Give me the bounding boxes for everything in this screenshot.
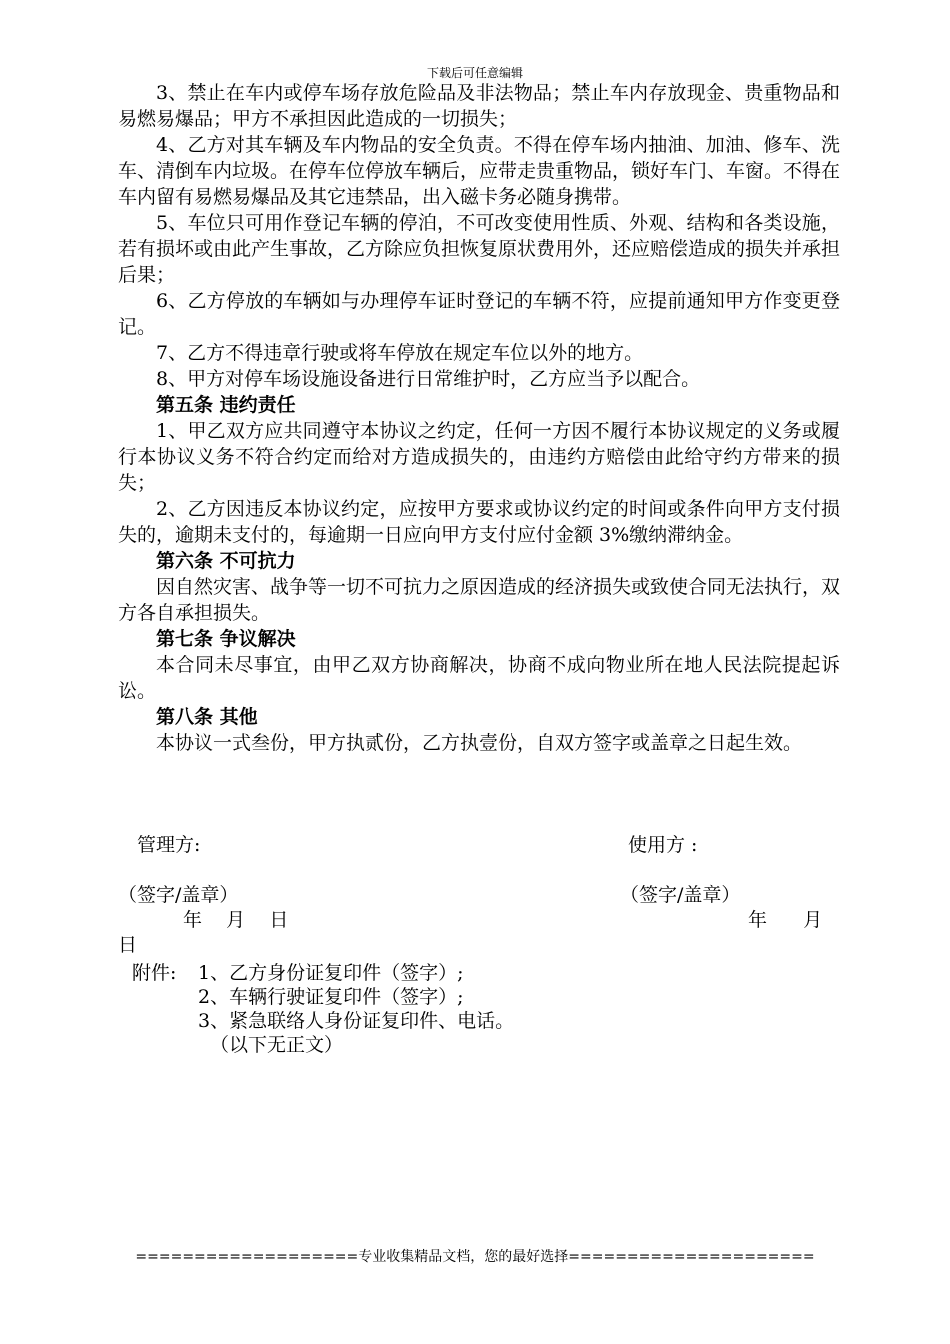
- manager-sign-note: （签字/盖章）: [118, 884, 239, 906]
- article-5-item-1: 1、甲乙双方应共同遵守本协议之约定，任何一方因不履行本协议规定的义务或履行本协议义务不符合约定而给对方造成损失的，由违约方赔偿由此给守约方带来的损失；: [118, 420, 840, 494]
- attachment-item-1: 1、乙方身份证复印件（签字）;: [198, 962, 464, 984]
- footer-banner: ===================专业收集精品文档，您的最好选择=====================: [135, 1249, 815, 1265]
- clause-6: 6、乙方停放的车辆如与办理停车证时登记的车辆不符，应提前通知甲方作变更登记。: [118, 290, 840, 338]
- article-7-heading: 第七条 争议解决: [156, 628, 296, 650]
- header-note: 下载后可任意编辑: [426, 66, 523, 80]
- clause-7: 7、乙方不得违章行驶或将车停放在规定车位以外的地方。: [156, 342, 644, 364]
- article-8-text: 本协议一式叁份，甲方执贰份，乙方执壹份，自双方签字或盖章之日起生效。: [156, 732, 803, 754]
- clause-3: 3、禁止在车内或停车场存放危险品及非法物品；禁止车内存放现金、贵重物品和易燃易爆品；甲方不承担因此造成的一切损失；: [118, 82, 840, 130]
- clause-8: 8、甲方对停车场设施设备进行日常维护时，乙方应当予以配合。: [156, 368, 701, 390]
- user-date-day: 日: [118, 934, 138, 956]
- user-sign-note: （签字/盖章）: [620, 884, 741, 906]
- attachments-label: 附件:: [132, 962, 177, 984]
- attachment-item-2: 2、车辆行驶证复印件（签字）;: [198, 986, 464, 1008]
- article-6-heading: 第六条 不可抗力: [156, 550, 296, 572]
- article-6-text: 因自然灾害、战争等一切不可抗力之原因造成的经济损失或致使合同无法执行，双方各自承担损失。: [118, 576, 841, 624]
- end-note: （以下无正文）: [210, 1034, 344, 1056]
- manager-date: 年 月 日: [183, 909, 289, 931]
- clause-5: 5、车位只可用作登记车辆的停泊，不可改变使用性质、外观、结构和各类设施，若有损坏或由此产生事故，乙方除应负担恢复原状费用外，还应赔偿造成的损失并承担后果；: [118, 212, 841, 286]
- article-5-item-2: 2、乙方因违反本协议约定，应按甲方要求或协议约定的时间或条件向甲方支付损失的，逾期未支付的，每逾期一日应向甲方支付应付金额 3%缴纳滞纳金。: [118, 498, 840, 546]
- article-8-heading: 第八条 其他: [156, 706, 258, 728]
- user-date: 年 月: [748, 909, 823, 931]
- article-7-text: 本合同未尽事宜，由甲乙双方协商解决，协商不成向物业所在地人民法院提起诉讼。: [118, 654, 840, 702]
- manager-label: 管理方:: [137, 834, 201, 856]
- clause-4: 4、乙方对其车辆及车内物品的安全负责。不得在停车场内抽油、加油、修车、洗车、清倒车内垃圾。在停车位停放车辆后，应带走贵重物品，锁好车门、车窗。不得在车内留有易燃易爆品及其它违禁品，出入磁卡务必随身携带。: [118, 134, 841, 208]
- user-label: 使用方 :: [628, 834, 698, 856]
- document-body: [118, 80, 840, 756]
- attachment-item-3: 3、紧急联络人身份证复印件、电话。: [198, 1010, 515, 1032]
- article-5-heading: 第五条 违约责任: [156, 394, 296, 416]
